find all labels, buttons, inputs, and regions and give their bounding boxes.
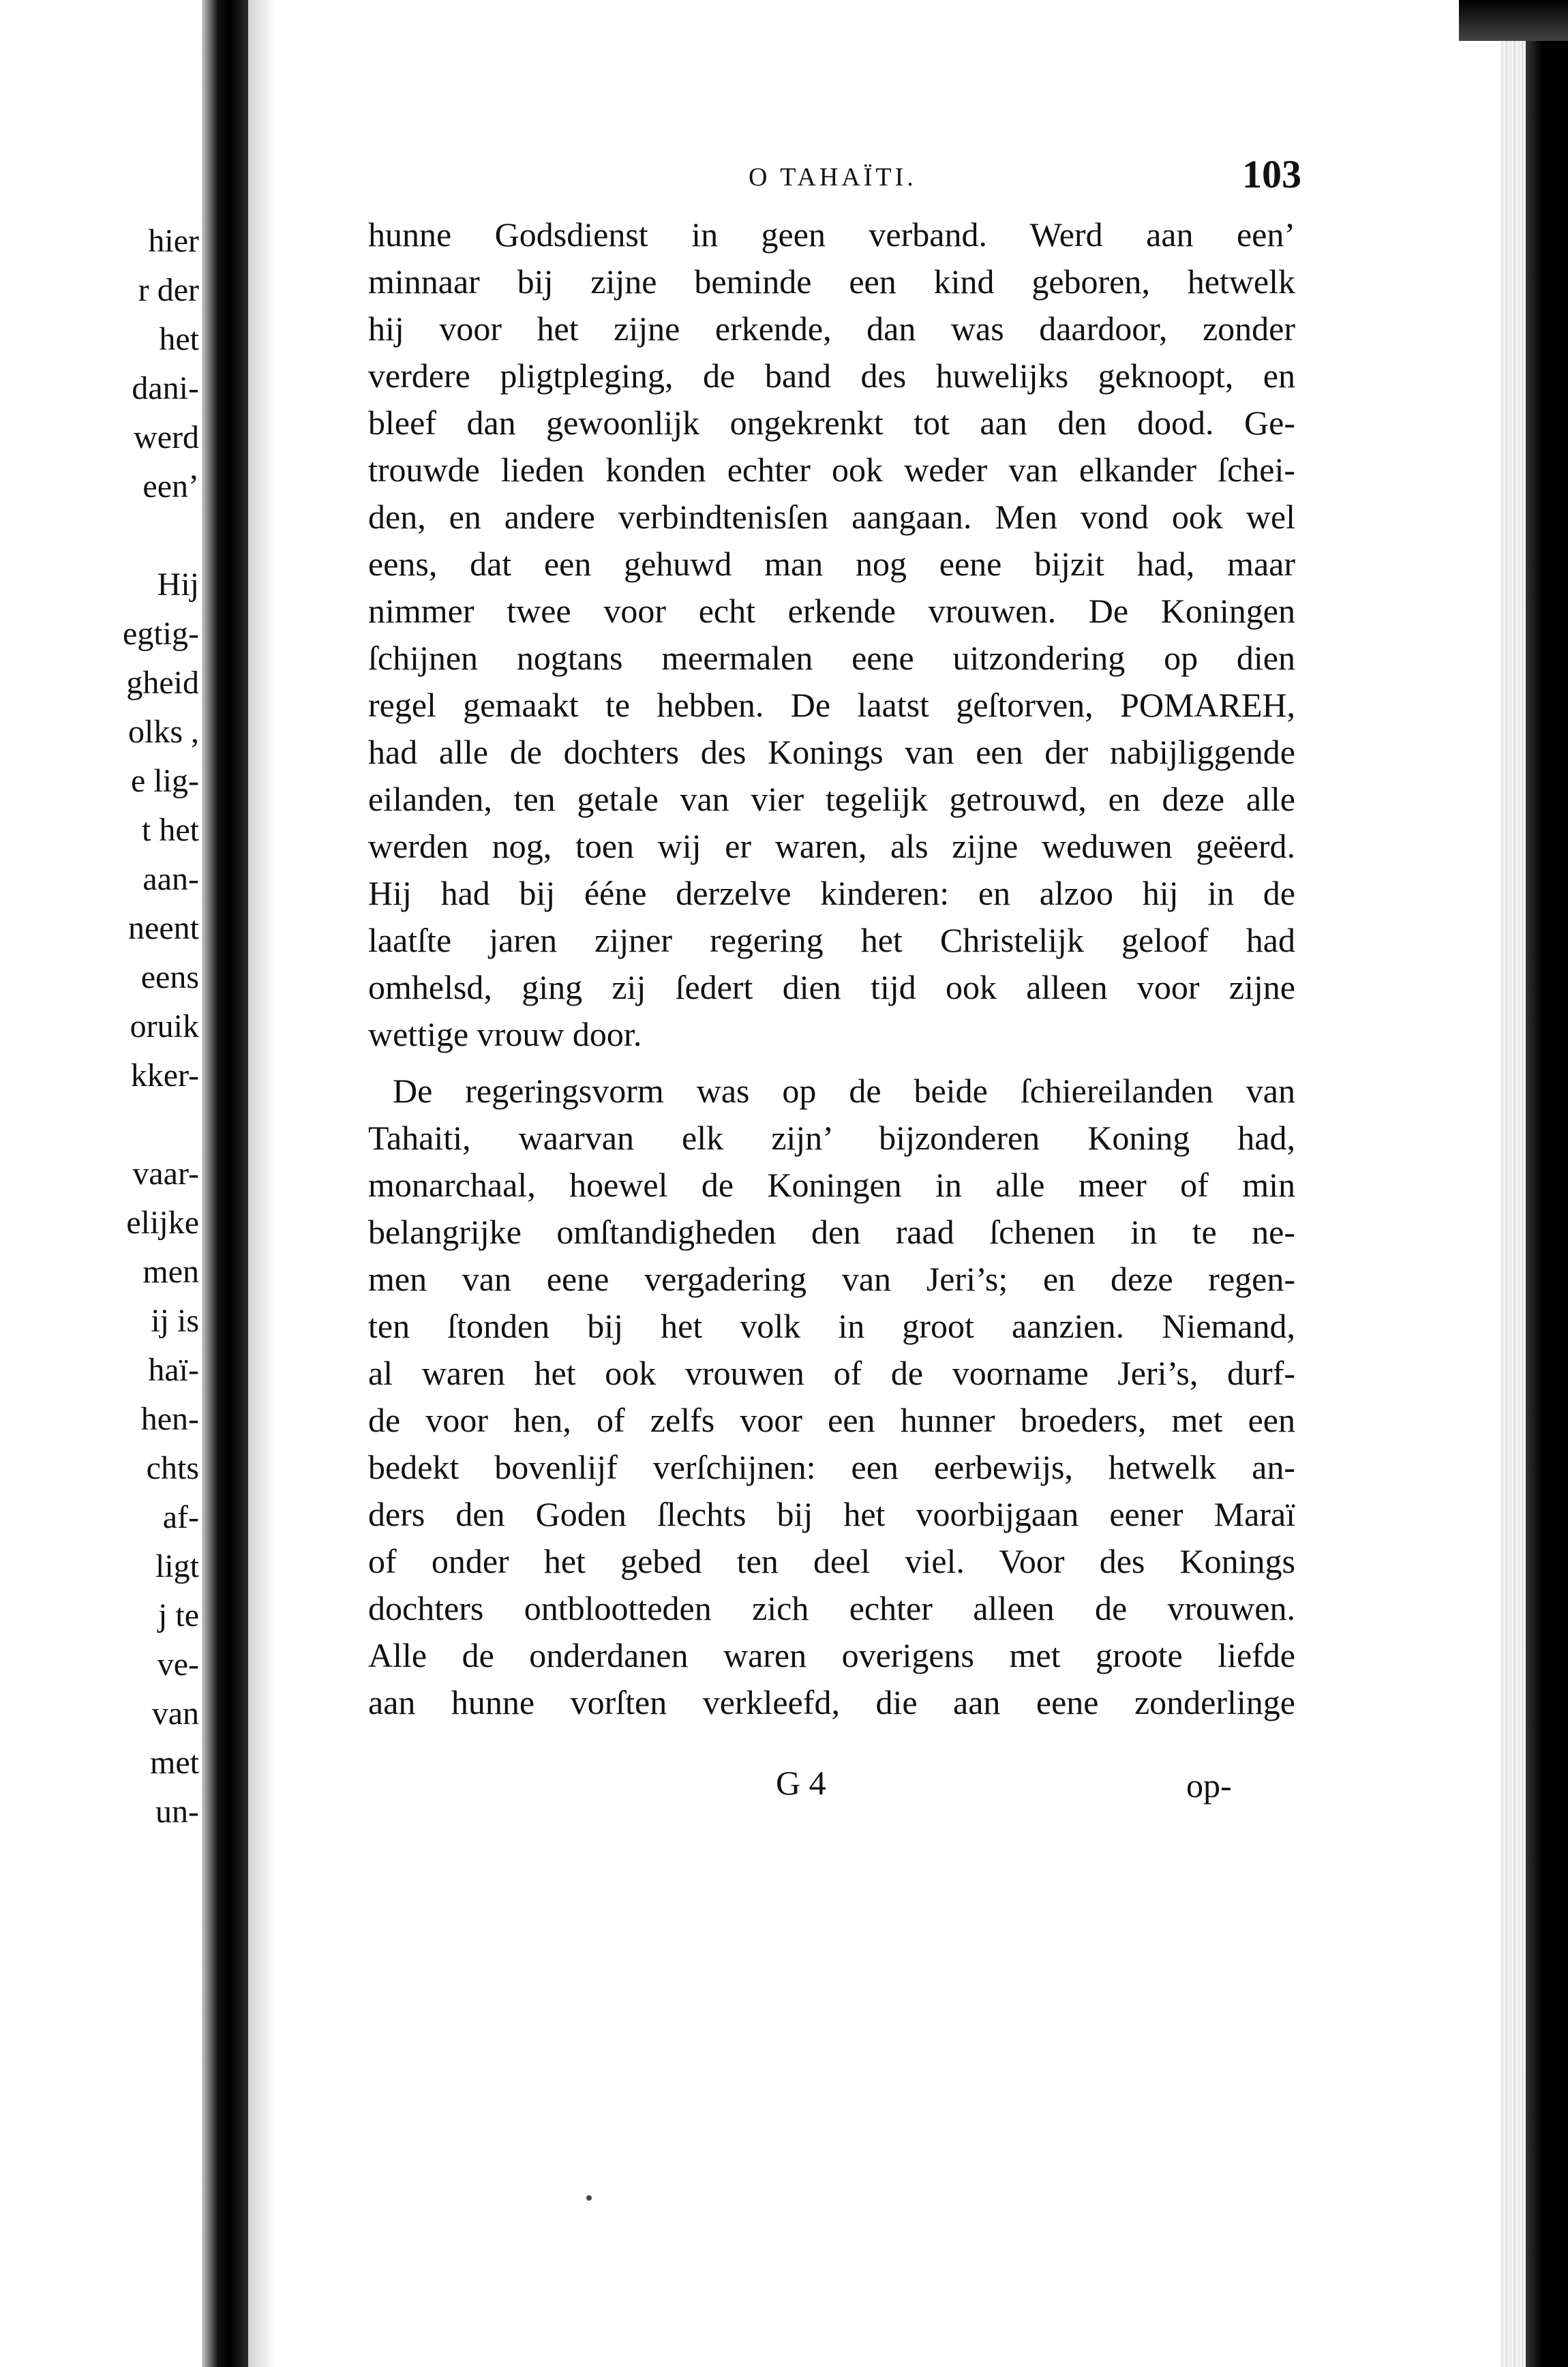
left-page-line: neent <box>128 910 199 946</box>
left-page-line: dani- <box>132 370 199 406</box>
text-line: hij voor het zijne erkende, dan was daardoor, zonder <box>368 310 1295 348</box>
signature-mark: G 4 <box>776 1764 826 1802</box>
left-page-line: vaar- <box>132 1156 199 1192</box>
text-line: trouwde lieden konden echter ook weder van elkander ſchei- <box>368 451 1295 489</box>
text-line: Tahaiti, waarvan elk zijn’ bijzonderen Koning had, <box>368 1119 1295 1157</box>
paragraph-gap <box>368 1058 1295 1068</box>
text-line: wettige vrouw door. <box>368 1015 642 1053</box>
page-header <box>0 151 1568 206</box>
left-page-line: j te <box>158 1597 199 1633</box>
text-line: den, en andere verbindtenisſen aangaan. Men vond ook wel <box>368 498 1295 536</box>
book-top-shadow <box>1459 0 1568 41</box>
text-line: laatſte jaren zijner regering het Christelijk geloof had <box>368 921 1295 959</box>
left-page-line: een’ <box>142 468 199 504</box>
paragraph <box>368 1068 1295 1726</box>
left-page-line: kker- <box>130 1057 199 1094</box>
text-line: Hij had bij éénе derzelve kinderen: en alzoo hij in de <box>368 874 1295 912</box>
left-page-line: af- <box>162 1499 199 1535</box>
book-gutter <box>202 0 248 2367</box>
left-page-line: werd <box>134 419 199 455</box>
left-page-line: ve- <box>157 1646 199 1683</box>
text-line: verdere pligtpleging, de band des huwelijks geknoopt, en <box>368 357 1295 395</box>
text-line: bleef dan gewoonlijk ongekrenkt tot aan den dood. Ge- <box>368 404 1295 442</box>
page-footer <box>0 1763 1568 1811</box>
text-line: Alle de onderdanen waren overigens met groote liefde <box>368 1636 1295 1674</box>
left-page-line: het <box>159 321 199 357</box>
text-line: minnaar bij zijne beminde een kind geboren, hetwelk <box>368 262 1295 301</box>
text-line: ders den Goden ſlechts bij het voorbijgaan eener Maraï <box>368 1495 1295 1533</box>
text-line: eens, dat een gehuwd man nog eene bijzit had, maar <box>368 545 1295 583</box>
left-page-line: aan- <box>142 861 199 897</box>
text-line: eilanden, ten getale van vier tegelijk getrouwd, en deze alle <box>368 780 1295 818</box>
paper-speck <box>586 2195 592 2201</box>
left-page-line: olks , <box>127 714 199 750</box>
text-line: aan hunne vorſten verkleefd, die aan eene zonderlinge <box>368 1683 1295 1721</box>
left-page-line: haï- <box>148 1352 199 1388</box>
text-line: nimmer twee voor echt erkende vrouwen. De Koningen <box>368 592 1295 630</box>
page-number: 103 <box>1242 152 1301 196</box>
text-line: werden nog, toen wij er waren, als zijne weduwen geëerd. <box>368 827 1295 865</box>
text-line: hunne Godsdienst in geen verband. Werd aan een’ <box>368 215 1295 254</box>
left-page-line: ij is <box>151 1303 199 1339</box>
text-line: de voor hen, of zelfs voor een hunner broeders, met een <box>368 1401 1295 1439</box>
gutter-shadow <box>248 0 275 2367</box>
body-text <box>368 211 1295 1726</box>
left-page-line: met <box>150 1745 199 1781</box>
left-page-line: hen- <box>140 1401 199 1437</box>
text-line: De regeringsvorm was op de beide ſchiereilanden van <box>393 1072 1295 1110</box>
left-page-line: van <box>151 1695 199 1732</box>
text-line: had alle de dochters des Konings van een der nabijliggende <box>368 733 1295 771</box>
running-head: O TAHAÏTI. <box>749 163 917 192</box>
left-page-line: egtig- <box>123 616 199 652</box>
paragraph <box>368 211 1295 1058</box>
text-line: ſchijnen nogtans meermalen eene uitzondering op dien <box>368 639 1295 677</box>
text-line: of onder het gebed ten deel viel. Voor des Konings <box>368 1542 1295 1580</box>
text-line: regel gemaakt te hebben. De laatst geſtorven, POMAREH, <box>368 686 1295 724</box>
text-line: ten ſtonden bij het volk in groot aanzien. Niemand, <box>368 1307 1295 1345</box>
left-page-line: ligt <box>155 1548 199 1584</box>
left-page-line: oruik <box>130 1008 199 1044</box>
text-line: omhelsd, ging zij ſedert dien tijd ook alleen voor zijne <box>368 968 1295 1006</box>
left-page-line: un- <box>155 1794 199 1830</box>
text-line: monarchaal, hoewel de Koningen in alle meer of min <box>368 1166 1295 1204</box>
left-page-line: e lig- <box>131 763 199 799</box>
left-page-line: r der <box>138 272 199 308</box>
left-facing-page <box>0 0 218 2367</box>
left-page-line: gheid <box>126 665 199 701</box>
left-page-line: t het <box>142 812 199 848</box>
book-cover-edge <box>1526 0 1568 2367</box>
left-page-line: elijke <box>126 1205 199 1241</box>
text-line: dochters ontblootteden zich echter alleen de vrouwen. <box>368 1589 1295 1627</box>
catchword: op- <box>1186 1766 1232 1805</box>
left-page-line: eens <box>140 959 199 995</box>
left-page-line: hier <box>148 223 199 259</box>
text-line: men van eene vergadering van Jeri’s; en deze regen- <box>368 1260 1295 1298</box>
text-line: al waren het ook vrouwen of de voorname Jeri’s, durf- <box>368 1354 1295 1392</box>
left-page-line: chts <box>146 1450 199 1486</box>
left-page-line: Hij <box>157 567 199 603</box>
text-line: bedekt bovenlijf verſchijnen: een eerbewijs, hetwelk an- <box>368 1448 1295 1486</box>
left-page-line: men <box>142 1254 199 1290</box>
text-line: belangrijke omſtandigheden den raad ſchenen in te ne- <box>368 1213 1295 1251</box>
